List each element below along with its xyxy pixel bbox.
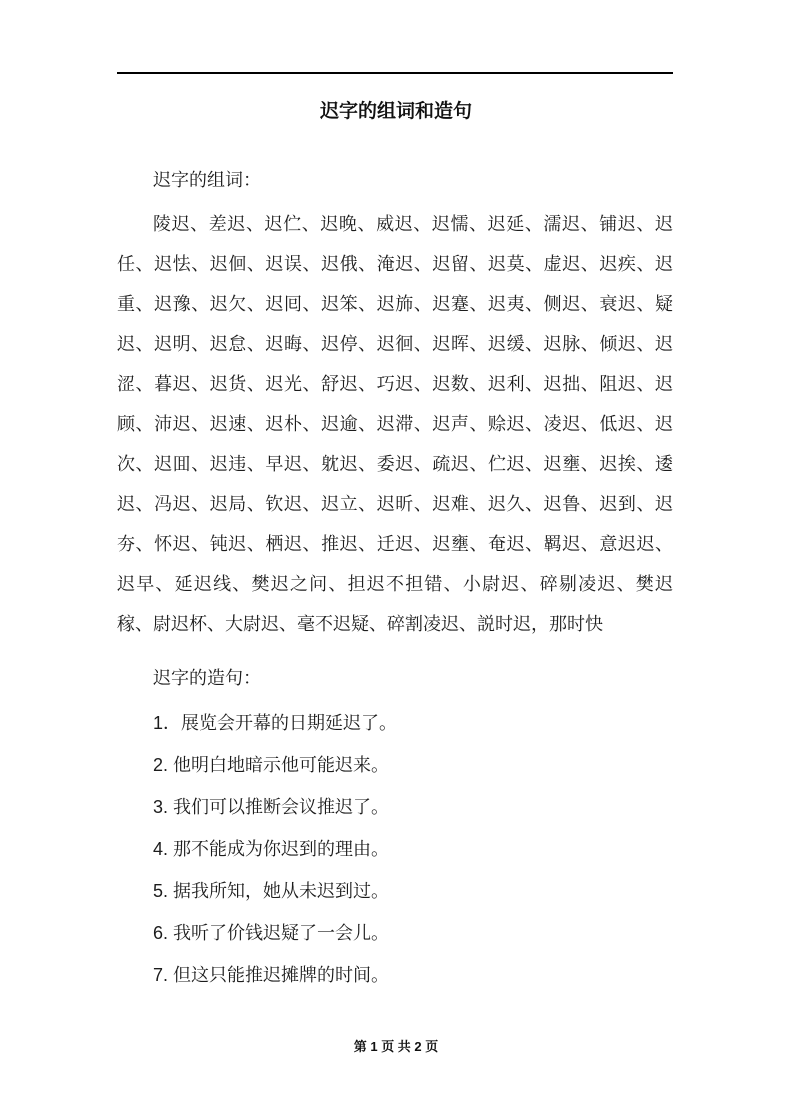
sentence-item-6: 6. 我听了价钱迟疑了一会儿。 [153, 923, 390, 943]
zuci-word-list: 陵迟、差迟、迟伫、迟晚、威迟、迟懦、迟延、濡迟、铺迟、迟任、迟怯、迟佪、迟误、迟俄、淹迟、迟留、迟莫、虚迟、迟疾、迟重、迟豫、迟欠、迟囘、迟笨、迟斾、迟蹇、迟夷、侧迟、衰迟、疑迟、迟明、迟怠、迟晦、迟停、迟徊、迟晖、迟缓、迟脉、倾迟、迟涩、暮迟、迟货、迟光、舒迟、巧迟、迟数、迟利、迟拙、阻迟、迟顾、沛迟、迟速、迟朴、迟逾、迟滞、迟声、赊迟、凌迟、低迟、迟次、迟囬、迟违、早迟、躭迟、委迟、疏迟、伫迟、迟壅、迟挨、逶迟、冯迟、迟局、钦迟、迟立、迟昕、迟难、迟久、迟鲁、迟到、迟夯、怀迟、钝迟、栖迟、推迟、迁迟、迟壅、奄迟、羁迟、意迟迟、迟早、延迟线、樊迟之问、担迟不担错、小尉迟、碎剔凌迟、樊迟稼、尉迟杯、大尉迟、毫不迟疑、碎割凌迟、説时迟，那时快 [117, 214, 673, 634]
sentence-item-7: 7. 但这只能推迟摊牌的时间。 [153, 965, 390, 985]
page-title: 迟字的组词和造句 [319, 101, 472, 122]
sentence-item-3: 3. 我们可以推断会议推迟了。 [153, 797, 390, 817]
sentence-item-4: 4. 那不能成为你迟到的理由。 [153, 839, 390, 859]
sentence-item-5: 5. 据我所知，她从未迟到过。 [153, 881, 390, 901]
sentence-item-1: 1．展览会开幕的日期延迟了。 [153, 713, 398, 733]
zaoju-sentence-list [117, 702, 673, 996]
zuci-section-header: 迟字的组词： [153, 170, 261, 190]
sentence-item-2: 2. 他明白地暗示他可能迟来。 [153, 755, 390, 775]
zaoju-section-header: 迟字的造句： [153, 668, 261, 688]
header-rule [117, 72, 673, 74]
page-number-footer: 第 1 页 共 2 页 [353, 1039, 439, 1054]
